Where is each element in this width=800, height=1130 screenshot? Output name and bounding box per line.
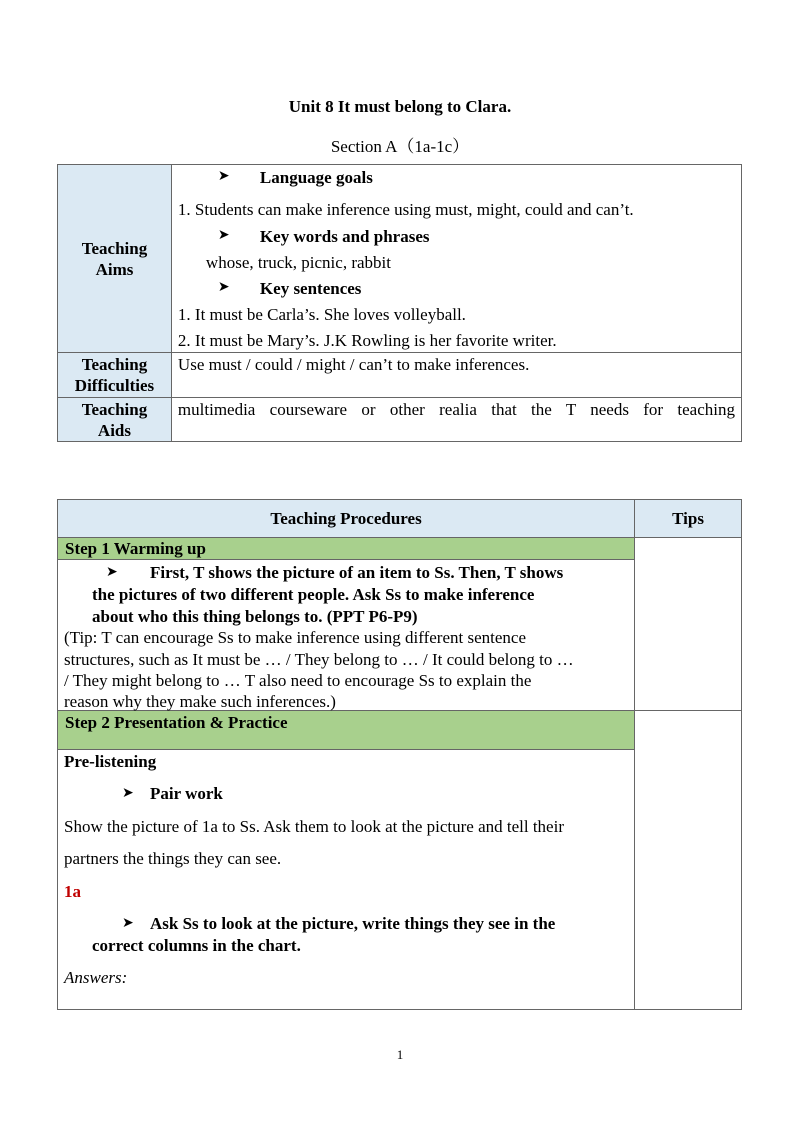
section-subtitle: Section A（1a-1c）: [330, 137, 470, 156]
page-number: 1: [396, 1047, 404, 1062]
teaching-aids-label: Teaching Aids: [58, 398, 172, 442]
key-sentences-heading: Key sentences: [259, 279, 362, 298]
key-words: whose, truck, picnic, rabbit: [205, 253, 391, 272]
teaching-aims-label: Teaching Aims: [58, 165, 172, 353]
step1-content: ➤ First, T shows the picture of an item to Ss. Then, T shows the pictures of two different people. Ask Ss to make inference about who this thing belongs to. (PPT P6-P9) (Tip: T can encourage Ss to make inference using different sentence structures, such as It must be … / They belong to … / It could belong to … / They might belong to … T also need to encourage Ss to explain the reason why they make such inferences.): [58, 560, 635, 711]
step2-heading: Step 2 Presentation & Practice: [58, 711, 635, 750]
label-1a: 1a: [64, 882, 81, 901]
arrow-bullet-icon: ➤: [106, 564, 118, 580]
language-goals-heading: Language goals: [259, 168, 373, 187]
language-goal-1: 1. Students can make inference using must, might, could and can’t.: [177, 200, 634, 219]
key-sentence-2: 2. It must be Mary’s. J.K Rowling is her favorite writer.: [177, 331, 557, 350]
arrow-bullet-icon: ➤: [122, 785, 134, 801]
teaching-aims-content: [171, 165, 741, 353]
document-title: Unit 8 It must belong to Clara.: [288, 97, 512, 116]
answers-label: Answers:: [64, 968, 128, 987]
step2-tips-cell: [635, 711, 742, 1010]
teaching-aids-text: multimedia courseware or other realia that the T needs for teaching: [171, 398, 741, 442]
tips-column-header: Tips: [635, 500, 742, 538]
key-sentence-1: 1. It must be Carla’s. She loves volleyball.: [177, 305, 466, 324]
teaching-difficulties-text: Use must / could / might / can’t to make inferences.: [171, 353, 741, 398]
key-words-heading: Key words and phrases: [259, 227, 430, 246]
arrow-bullet-icon: ➤: [217, 168, 230, 184]
step2-content: Pre-listening ➤ Pair work Show the picture of 1a to Ss. Ask them to look at the picture and tell their partners the things they can see. 1a ➤ Ask Ss to look at the picture, write things they see in the correct columns in the chart. Answers:: [58, 750, 635, 1010]
step1-tips-cell: [635, 538, 742, 711]
procedures-column-header: Teaching Procedures: [58, 500, 635, 538]
teaching-aims-table: [57, 164, 742, 442]
arrow-bullet-icon: ➤: [217, 279, 230, 295]
arrow-bullet-icon: ➤: [217, 227, 230, 243]
teaching-procedures-table: [57, 499, 742, 1010]
teaching-difficulties-label: Teaching Difficulties: [58, 353, 172, 398]
pair-work-heading: Pair work: [150, 784, 223, 803]
step1-heading: Step 1 Warming up: [58, 538, 635, 560]
prelistening-heading: Pre-listening: [64, 752, 157, 771]
arrow-bullet-icon: ➤: [122, 915, 134, 931]
